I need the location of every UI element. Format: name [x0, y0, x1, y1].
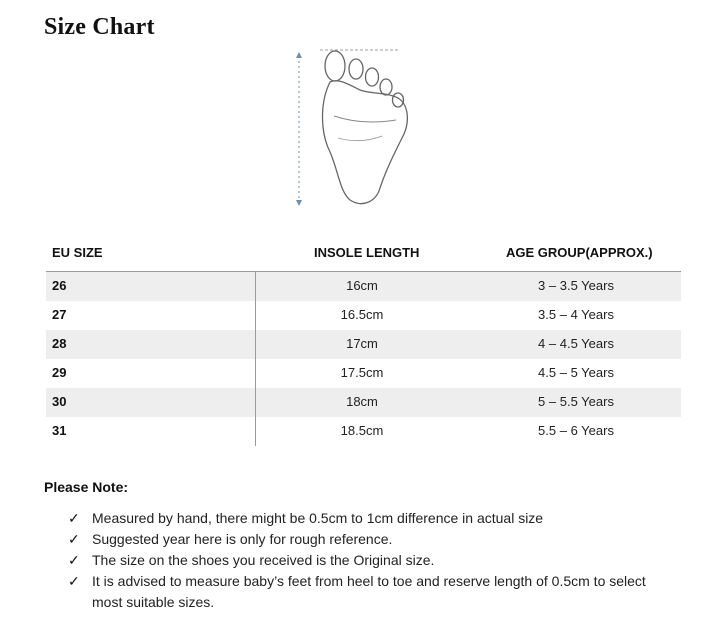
- eu-size-cell: 30: [52, 394, 67, 409]
- size-table: [46, 238, 681, 446]
- header-insole-length: INSOLE LENGTH: [314, 245, 420, 260]
- table-row: [46, 359, 681, 388]
- note-text: Measured by hand, there might be 0.5cm to 1cm difference in actual size: [92, 510, 544, 526]
- column-divider: [255, 272, 256, 446]
- table-row: [46, 330, 681, 359]
- note-text: Suggested year here is only for rough reference.: [92, 531, 393, 547]
- table-body: [46, 272, 681, 446]
- note-text: It is advised to measure baby’s feet from heel to toe and reserve length of 0.5cm to select most suitable sizes.: [92, 573, 646, 610]
- checkmark-icon: ✓: [68, 552, 80, 568]
- age-group-cell: 3 – 3.5 Years: [538, 278, 614, 293]
- notes-heading: Please Note:: [44, 479, 129, 495]
- list-item: [68, 571, 668, 613]
- foot-measurement-icon: [290, 42, 410, 214]
- table-row: [46, 301, 681, 330]
- eu-size-cell: 28: [52, 336, 67, 351]
- eu-size-cell: 29: [52, 365, 67, 380]
- age-group-cell: 5.5 – 6 Years: [538, 423, 614, 438]
- notes-list: [68, 508, 668, 613]
- list-item: [68, 508, 668, 529]
- table-row: [46, 417, 681, 446]
- table-row: [46, 272, 681, 301]
- age-group-cell: 4.5 – 5 Years: [538, 365, 614, 380]
- age-group-cell: 5 – 5.5 Years: [538, 394, 614, 409]
- insole-length-cell: 17.5cm: [340, 365, 384, 380]
- list-item: [68, 529, 668, 550]
- insole-length-cell: 18cm: [346, 394, 378, 409]
- insole-length-cell: 16cm: [346, 278, 378, 293]
- checkmark-icon: ✓: [68, 573, 80, 589]
- age-group-cell: 3.5 – 4 Years: [538, 307, 614, 322]
- insole-length-cell: 16.5cm: [340, 307, 384, 322]
- page-title: Size Chart: [44, 14, 155, 40]
- header-age-group: AGE GROUP(APPROX.): [506, 245, 653, 260]
- eu-size-cell: 27: [52, 307, 67, 322]
- insole-length-cell: 17cm: [346, 336, 378, 351]
- note-text: The size on the shoes you received is the Original size.: [92, 552, 435, 568]
- checkmark-icon: ✓: [68, 510, 80, 526]
- eu-size-cell: 26: [52, 278, 67, 293]
- list-item: [68, 550, 668, 571]
- age-group-cell: 4 – 4.5 Years: [538, 336, 614, 351]
- header-eu-size: EU SIZE: [52, 245, 103, 260]
- insole-length-cell: 18.5cm: [340, 423, 384, 438]
- table-row: [46, 388, 681, 417]
- eu-size-cell: 31: [52, 423, 67, 438]
- table-header: [46, 238, 681, 272]
- checkmark-icon: ✓: [68, 531, 80, 547]
